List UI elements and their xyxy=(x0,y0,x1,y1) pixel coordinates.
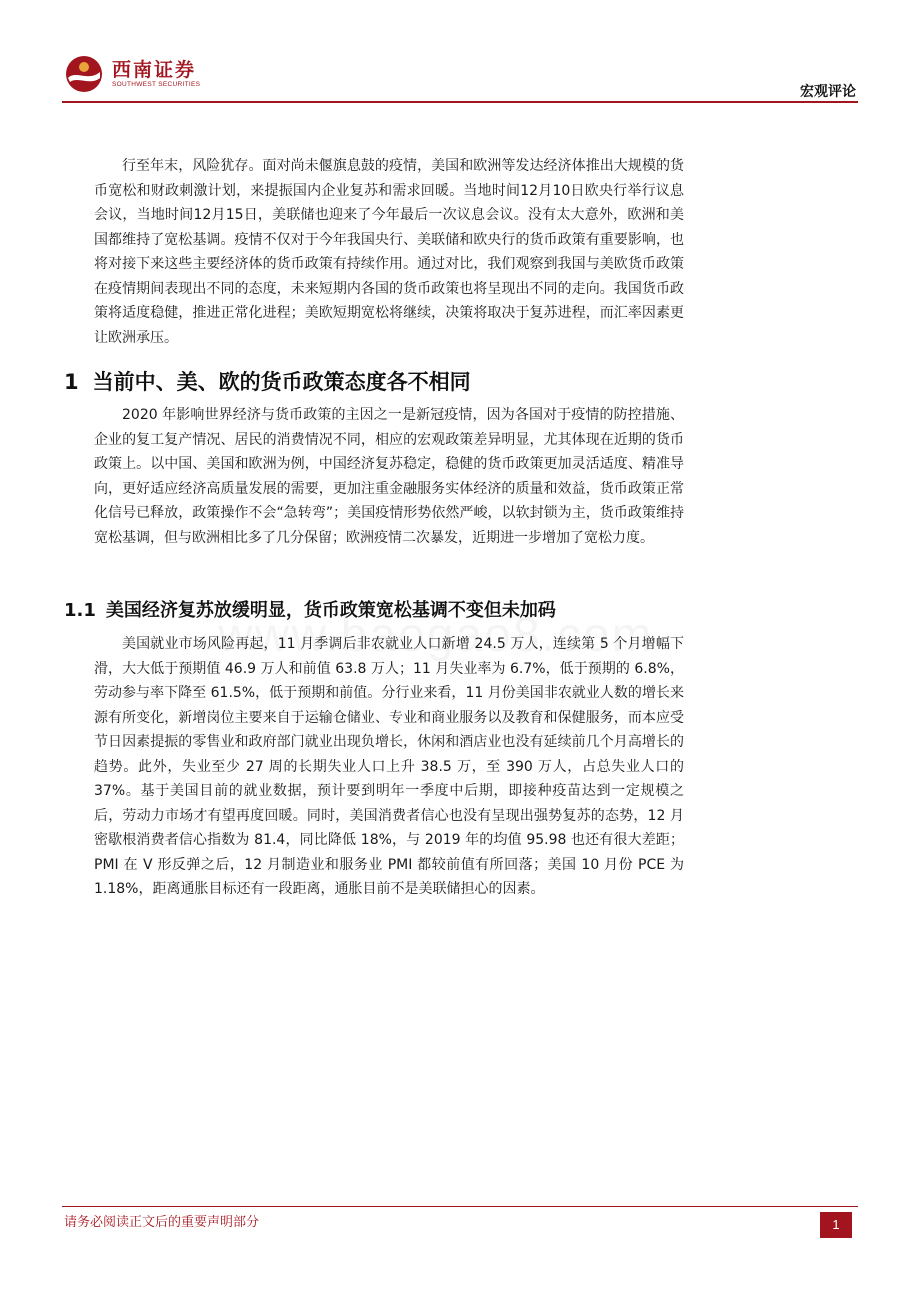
section-1-1-body xyxy=(94,632,684,902)
logo-chinese-name: 西南证券 xyxy=(112,59,197,81)
footer-disclaimer: 请务必阅读正文后的重要声明部分 xyxy=(64,1215,260,1230)
report-type-label: 宏观评论 xyxy=(800,84,856,100)
section-1-1-heading xyxy=(64,596,704,622)
section-1-title: 当前中、美、欧的货币政策态度各不相同 xyxy=(92,370,471,394)
intro-section xyxy=(94,154,684,350)
section-1-body xyxy=(94,403,684,550)
section-1-1-paragraph: 美国就业市场风险再起，11 月季调后非农就业人口新增 24.5 万人，连续第 5 个月增幅下滑，大大低于预期值 46.9 万人和前值 63.8 万人；11 月失业率为 6.7%，低于预期的 6.8%，劳动参与率下降至 61.5%，低于预期和前值。分行业来看，11 月份美国非农就业人数的增长来源有所变化，新增岗位主要来自于运输仓储业、专业和商业服务以及教育和保健服务，而本应受节日因素提振的零售业和政府部门就业出现负增长，休闲和酒店业也没有延续前几个月高增长的趋势。此外，失业至少 27 周的长期失业人口上升 38.5 万，至 390 万人，占总失业人口的 37%。基于美国目前的就业数据，预计要到明年一季度中后期，即接种疫苗达到一定规模之后，劳动力市场才有望再度回暖。同时，美国消费者信心也没有呈现出强势复苏的态势，12 月密歇根消费者信心指数为 81.4，同比降低 18%，与 2019 年的均值 95.98 也还有很大差距；PMI 在 V 形反弹之后，12 月制造业和服务业 PMI 都较前值有所回落；美国 10 月份 PCE 为 1.18%，距离通胀目标还有一段距离，通胀目前不是美联储担心的因素。 xyxy=(94,636,684,897)
section-1-number: 1 xyxy=(64,370,79,394)
company-logo xyxy=(62,52,322,102)
section-1-1-number: 1.1 xyxy=(64,600,96,621)
footer-divider xyxy=(62,1206,858,1207)
section-1-heading xyxy=(64,366,684,396)
header-divider xyxy=(62,101,858,103)
logo-english-name: SOUTHWEST SECURITIES xyxy=(112,81,201,88)
page-header xyxy=(0,0,920,110)
page-number-badge: 1 xyxy=(820,1212,852,1238)
intro-paragraph: 行至年末，风险犹存。面对尚未偃旗息鼓的疫情，美国和欧洲等发达经济体推出大规模的货币宽松和财政刺激计划，来提振国内企业复苏和需求回暖。当地时间12月10日欧央行举行议息会议，当地时间12月15日，美联储也迎来了今年最后一次议息会议。没有太大意外，欧洲和美国都维持了宽松基调。疫情不仅对于今年我国央行、美联储和欧央行的货币政策有重要影响，也将对接下来这些主要经济体的货币政策有持续作用。通过对比，我们观察到我国与美欧货币政策在疫情期间表现出不同的态度，未来短期内各国的货币政策也将呈现出不同的走向。我国货币政策将适度稳健，推进正常化进程；美欧短期宽松将继续，决策将取决于复苏进程，而汇率因素更让欧洲承压。 xyxy=(94,158,684,346)
section-1-1-title: 美国经济复苏放缓明显，货币政策宽松基调不变但未加码 xyxy=(105,600,556,621)
section-1-paragraph: 2020 年影响世界经济与货币政策的主因之一是新冠疫情，因为各国对于疫情的防控措施、企业的复工复产情况、居民的消费情况不同，相应的宏观政策差异明显，尤其体现在近期的货币政策上。以中国、美国和欧洲为例，中国经济复苏稳定，稳健的货币政策更加灵活适度、精准导向，更好适应经济高质量发展的需要，更加注重金融服务实体经济的质量和效益，货币政策正常化信号已释放，政策操作不会“急转弯”；美国疫情形势依然严峻，以软封锁为主，货币政策维持宽松基调，但与欧洲相比多了几分保留；欧洲疫情二次暴发，近期进一步增加了宽松力度。 xyxy=(94,407,684,546)
logo-emblem-icon xyxy=(62,52,106,96)
